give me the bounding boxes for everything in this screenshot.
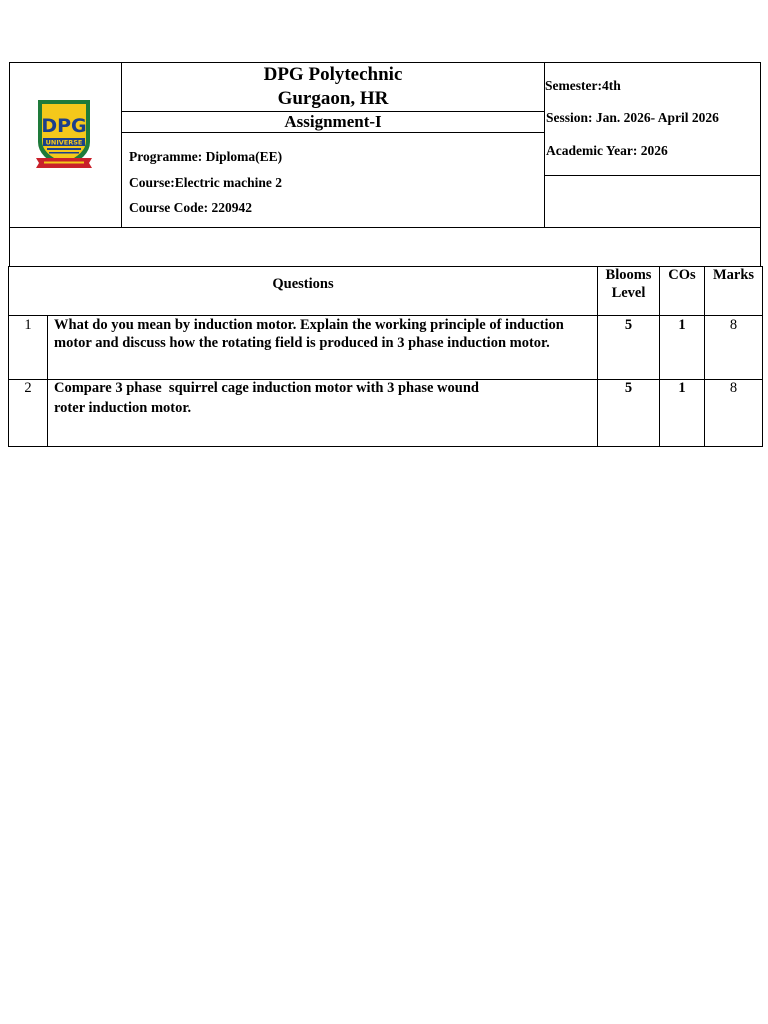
question-text-line: motor and discuss how the rotating field is produced in 3 phase induction motor. bbox=[54, 335, 550, 351]
logo-main-text: DPG bbox=[41, 115, 87, 137]
marks-value: 8 bbox=[729, 317, 738, 333]
questions-header: Questions bbox=[272, 276, 334, 292]
logo-sub-text: UNIVERSE bbox=[45, 138, 83, 147]
blooms-level-header-line2: Level bbox=[611, 285, 646, 301]
question-number: 2 bbox=[24, 380, 32, 396]
institution-logo bbox=[34, 96, 94, 174]
co-value: 1 bbox=[678, 380, 686, 396]
co-value: 1 bbox=[678, 317, 686, 333]
institution-location: Gurgaon, HR bbox=[277, 88, 389, 109]
course-label: Course:Electric machine 2 bbox=[129, 175, 282, 190]
academic-year-label: Academic Year: 2026 bbox=[546, 143, 668, 158]
blooms-level-value: 5 bbox=[624, 317, 633, 333]
session-label: Session: Jan. 2026- April 2026 bbox=[546, 110, 719, 125]
question-number: 1 bbox=[24, 317, 32, 333]
marks-value: 8 bbox=[729, 380, 738, 396]
course-code-label: Course Code: 220942 bbox=[129, 200, 252, 215]
cos-header: COs bbox=[668, 267, 696, 283]
question-text-line: What do you mean by induction motor. Explain the working principle of induction bbox=[54, 317, 564, 333]
assignment-title: Assignment-I bbox=[284, 112, 382, 131]
institution-name: DPG Polytechnic bbox=[263, 64, 403, 85]
question-text-line: Compare 3 phase squirrel cage induction motor with 3 phase wound bbox=[54, 380, 479, 396]
marks-header: Marks bbox=[712, 267, 755, 283]
question-text-line: roter induction motor. bbox=[54, 400, 192, 416]
semester-label: Semester:4th bbox=[545, 78, 621, 93]
blooms-level-value: 5 bbox=[624, 380, 633, 396]
blooms-level-header-line1: Blooms bbox=[605, 267, 652, 283]
programme-label: Programme: Diploma(EE) bbox=[129, 149, 283, 164]
